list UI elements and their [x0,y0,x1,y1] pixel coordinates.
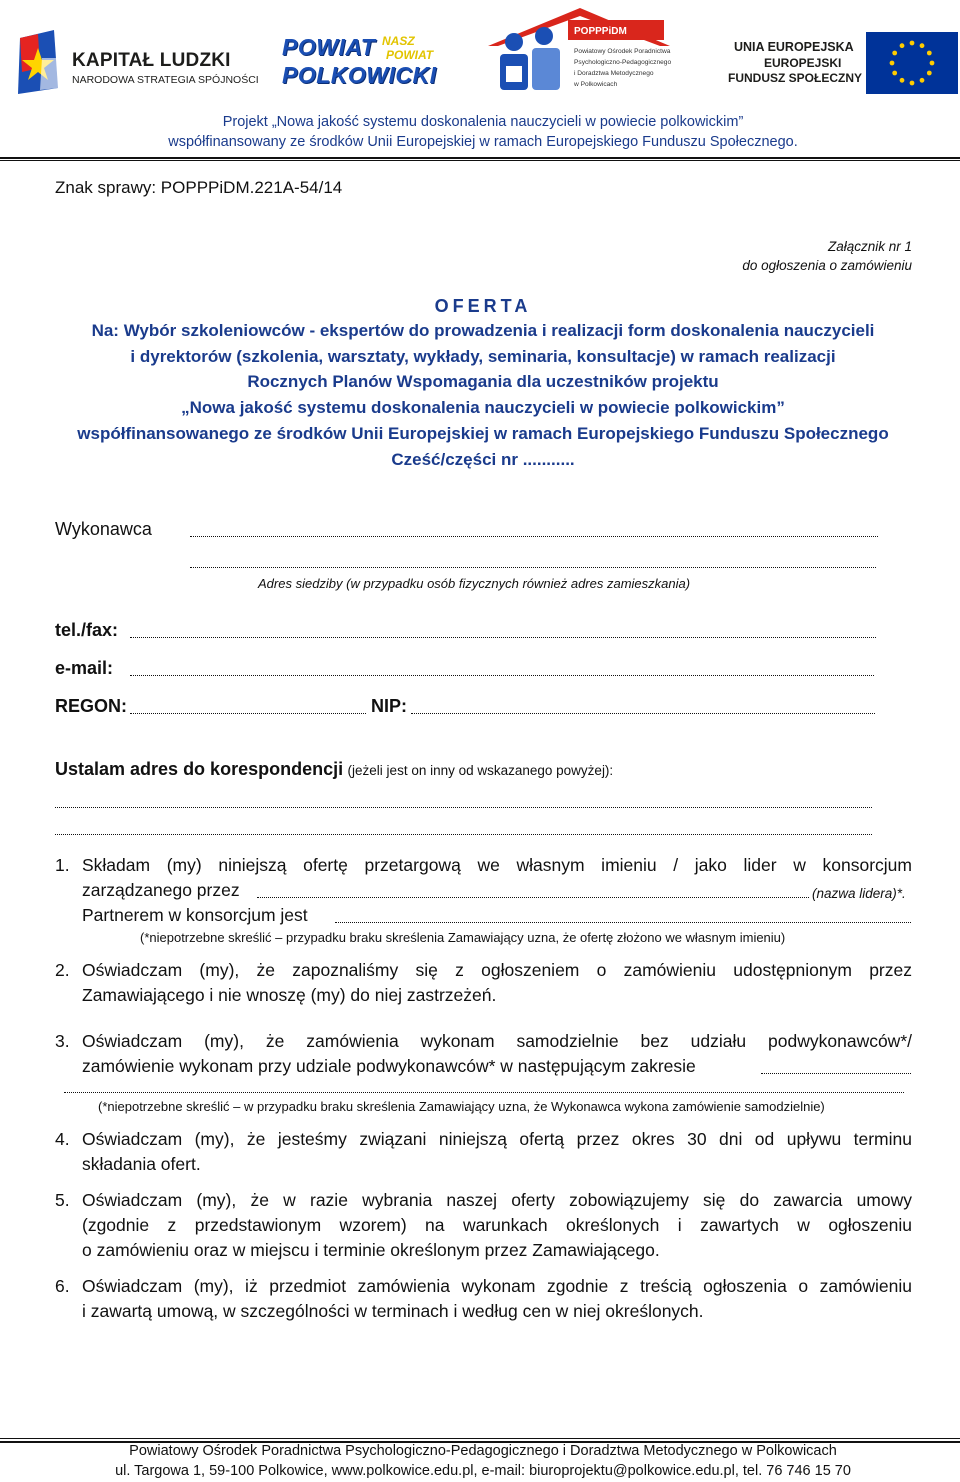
attachment-label: Załącznik nr 1 [827,239,912,254]
footer-divider-thin [0,1438,960,1439]
correspondence-field-2[interactable] [55,834,872,835]
statement-6-line-2: i zawartą umową, w szczególności w terminach i według cen w niej określonych. [82,1301,704,1321]
subcontracting-scope-field[interactable] [761,1073,911,1074]
statement-1-line-2a: zarządzanego przez [82,880,240,900]
kapital-ludzki-title: KAPITAŁ LUDZKI [72,50,231,71]
statement-6 [55,1274,915,1326]
tel-fax-field[interactable] [130,637,876,638]
email-field[interactable] [130,675,874,676]
attachment-sublabel: do ogłoszenia o zamówieniu [742,258,912,273]
subject-line-1: Na: Wybór szkoleniowców - ekspertów do prowadzenia i realizacji form doskonalenia nauczycieli [91,321,875,340]
document-title: OFERTA [434,296,532,316]
statement-6-line-1: Oświadczam (my), iż przedmiot zamówienia wykonam zgodnie z treścią ogłoszenia o zamówieniu [82,1276,912,1296]
statement-5-number: 5. [55,1190,70,1210]
correspondence-label-hint: (jeżeli jest on inny od wskazanego powyżej): [347,763,614,778]
statement-1-line-3: Partnerem w konsorcjum jest [82,905,308,925]
powiat-logo-word2: POLKOWICKI [282,62,437,88]
address-hint: Adres siedziby (w przypadku osób fizycznych również adres zamieszkania) [258,576,691,591]
statement-3-line-2: zamówienie wykonam przy udziale podwykonawców* w następującym zakresie [82,1056,696,1076]
kapital-ludzki-star-icon [12,28,62,98]
regon-field[interactable] [130,713,366,714]
correspondence-label-bold: Ustalam adres do korespondencji [55,759,344,779]
statement-4 [55,1127,915,1179]
contractor-address-field[interactable] [190,567,876,568]
popppidm-line-1: Powiatowy Ośrodek Poradnictwa [574,48,671,55]
statement-4-line-1: Oświadczam (my), że jesteśmy związani niniejszą ofertą przez okres 30 dni od upływu terminu [82,1129,912,1149]
kapital-ludzki-subtitle: NARODOWA STRATEGIA SPÓJNOŚCI [72,74,259,86]
statement-2-number: 2. [55,960,70,980]
contractor-field[interactable] [190,536,878,537]
tel-fax-label: tel./fax: [55,620,119,640]
nip-field[interactable] [411,713,875,714]
consortium-leader-field[interactable] [257,897,809,898]
powiat-logo-small: POWIAT [386,48,434,62]
subject-line-5: współfinansowanego ze środków Unii Europejskiej w ramach Europejskiego Funduszu Społecznego [77,424,889,443]
statement-4-line-2: składania ofert. [82,1154,201,1174]
header-divider [0,157,960,159]
statement-3 [55,1029,915,1081]
statement-1-line-1: Składam (my) niniejszą ofertę przetargową we własnym imieniu / jako lider w konsorcjum [82,855,912,875]
correspondence-address-label [55,759,613,780]
case-number: Znak sprawy: POPPPiDM.221A-54/14 [55,178,343,197]
statement-6-number: 6. [55,1276,70,1296]
leader-name-hint: (nazwa lidera)*. [812,886,906,901]
ue-text-2: EUROPEJSKI [764,56,842,70]
email-label: e-mail: [55,658,114,678]
subject-line-3: Rocznych Planów Wspomagania dla uczestników projektu [247,372,719,391]
contractor-label: Wykonawca [55,519,152,539]
statement-3-line-1: Oświadczam (my), że zamówienia wykonam samodzielnie bez udziału podwykonawców*/ [82,1031,912,1051]
kapital-ludzki-logo [6,22,259,102]
project-line-1: Projekt „Nowa jakość systemu doskonalenia nauczycieli w powiecie polkowickim” [222,114,744,130]
powiat-logo-nasz: NASZ [382,34,415,48]
nip-label: NIP: [371,696,407,716]
statement-2-line-1: Oświadczam (my), że zapoznaliśmy się z ogłoszeniem o zamówieniu udostępnionym przez [82,960,912,980]
eu-flag-icon [866,32,958,94]
popppidm-line-3: i Doradztwa Metodycznego [574,70,654,77]
statement-3-number: 3. [55,1031,70,1051]
footer-institution: Powiatowy Ośrodek Poradnictwa Psychologiczno-Pedagogicznego i Doradztwa Metodycznego w Polkowicach [129,1443,837,1459]
statement-5-line-2: (zgodnie z przedstawionym wzorem) na warunkach określonych i zawartych w ogłoszeniu [82,1215,912,1235]
statement-1-number: 1. [55,855,70,875]
statement-5-line-3: o zamówieniu oraz w miejscu i terminie określonym przez Zamawiającego. [82,1240,660,1260]
header-divider-thin [0,160,960,161]
subject-line-6: Cześć/części nr ........... [391,450,575,469]
popppidm-name: POPPPiDM [574,26,627,37]
statement-5-line-1: Oświadczam (my), że w razie wybrania naszej oferty zobowiązujemy się do zawarcia umowy [82,1190,912,1210]
popppidm-line-4: w Polkowicach [574,81,618,88]
powiat-logo-word1: POWIAT [282,34,376,60]
consortium-partner-field[interactable] [335,922,911,923]
statement-2 [55,958,915,1010]
ue-text-1: UNIA EUROPEJSKA [734,40,854,54]
statement-1-note: (*niepotrzebne skreślić – przypadku braku skreślenia Zamawiający uzna, że ofertę złożono we własnym imieniu) [140,930,786,945]
statement-2-line-2: Zamawiającego i nie wnoszę (my) do niej zastrzeżeń. [82,985,497,1005]
subject-line-4: „Nowa jakość systemu doskonalenia nauczycieli w powiecie polkowickim” [181,398,785,417]
ue-text-3: FUNDUSZ SPOŁECZNY [728,71,863,85]
popppidm-line-2: Psychologiczno-Pedagogicznego [574,59,672,66]
subcontracting-scope-field-2[interactable] [64,1092,904,1093]
statement-5 [55,1188,915,1266]
footer-contact: ul. Targowa 1, 59-100 Polkowice, www.polkowice.edu.pl, e-mail: biuroprojektu@polkowice.edu.pl, tel. 76 746 15 70 [115,1463,851,1479]
regon-label: REGON: [55,696,127,716]
project-line-2: współfinansowany ze środków Unii Europejskiej w ramach Europejskiego Funduszu Społecznego. [168,134,798,150]
ue-efs-logo [724,30,960,96]
correspondence-field-1[interactable] [55,807,872,808]
popppidm-logo [484,6,674,98]
statement-3-note: (*niepotrzebne skreślić – w przypadku braku skreślenia Zamawiający uzna, że Wykonawca wykona zamówienie samodzielnie) [98,1099,825,1114]
powiat-polkowicki-logo [278,30,448,90]
statement-4-number: 4. [55,1129,70,1149]
subject-line-2: i dyrektorów (szkolenia, warsztaty, wykłady, seminaria, konsultacje) w ramach realizacji [130,347,836,366]
